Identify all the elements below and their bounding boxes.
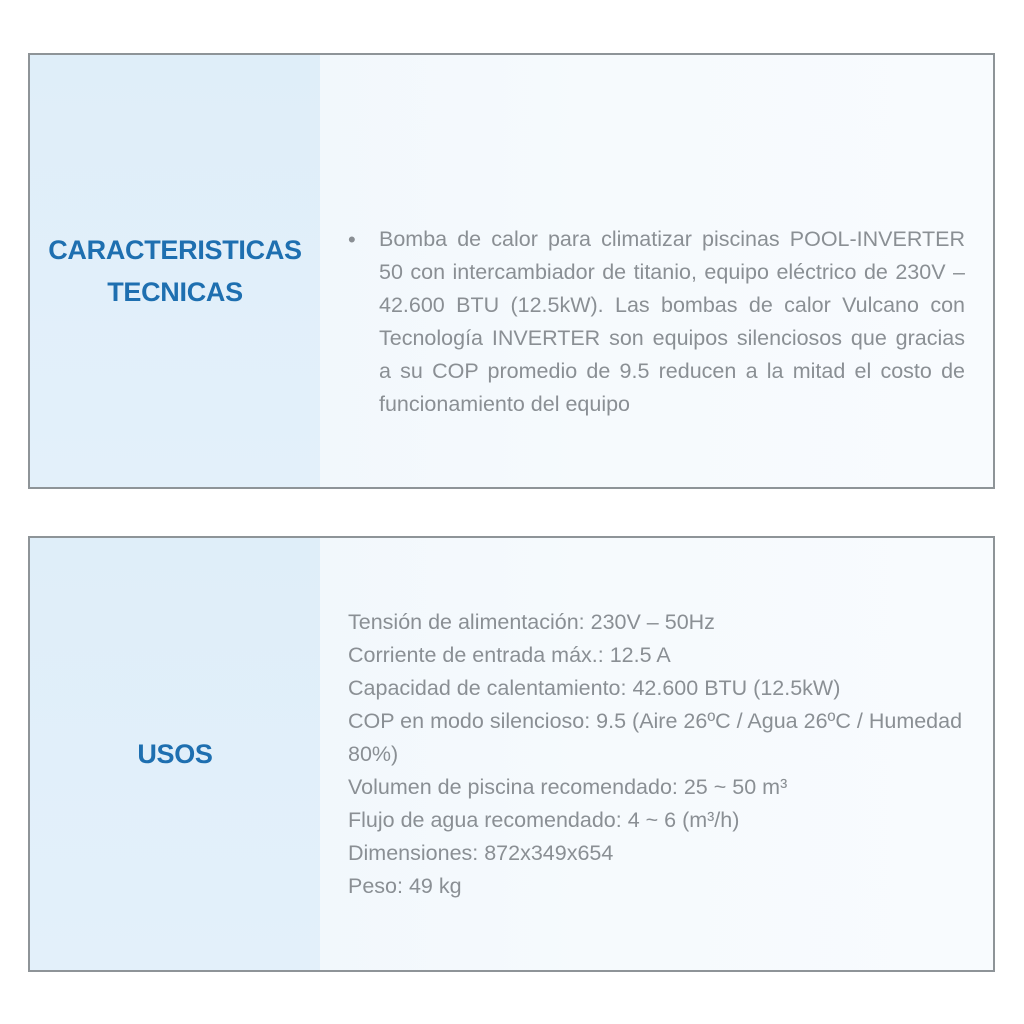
spec-item: Peso: 49 kg (348, 874, 462, 898)
spec-item: Corriente de entrada máx.: 12.5 A (348, 643, 671, 667)
spec-item: COP en modo silencioso: 9.5 (Aire 26ºC / Agua 26ºC / Humedad 80%) (348, 709, 963, 766)
usos-label-cell (30, 538, 320, 970)
characteristics-description: Bomba de calor para climatizar piscinas POOL-INVERTER 50 con intercambiador de titanio, equipo eléctrico de 230V – 42.600 BTU (12.5kW). Las bombas de calor Vulcano con Tecnología INVERTER son equipos silenciosos que gracias a su COP promedio de 9.5 reducen a la mitad el costo de funcionamiento del equipo (379, 227, 965, 416)
spec-list (348, 606, 963, 903)
characteristics-bullet (348, 223, 965, 421)
usos-label: USOS (137, 739, 213, 769)
usos-content (320, 538, 993, 970)
spec-item: Dimensiones: 872x349x654 (348, 841, 614, 865)
spec-item: Flujo de agua recomendado: 4 ~ 6 (m³/h) (348, 808, 740, 832)
characteristics-content (320, 55, 993, 487)
spec-item: Tensión de alimentación: 230V – 50Hz (348, 610, 715, 634)
characteristics-label-cell (30, 55, 320, 487)
characteristics-card (28, 53, 995, 489)
characteristics-label: CARACTERISTICAS TECNICAS (48, 235, 302, 307)
spec-item: Volumen de piscina recomendado: 25 ~ 50 m³ (348, 775, 788, 799)
bullet-icon: • (348, 227, 356, 252)
usos-card (28, 536, 995, 972)
spec-item: Capacidad de calentamiento: 42.600 BTU (12.5kW) (348, 676, 841, 700)
